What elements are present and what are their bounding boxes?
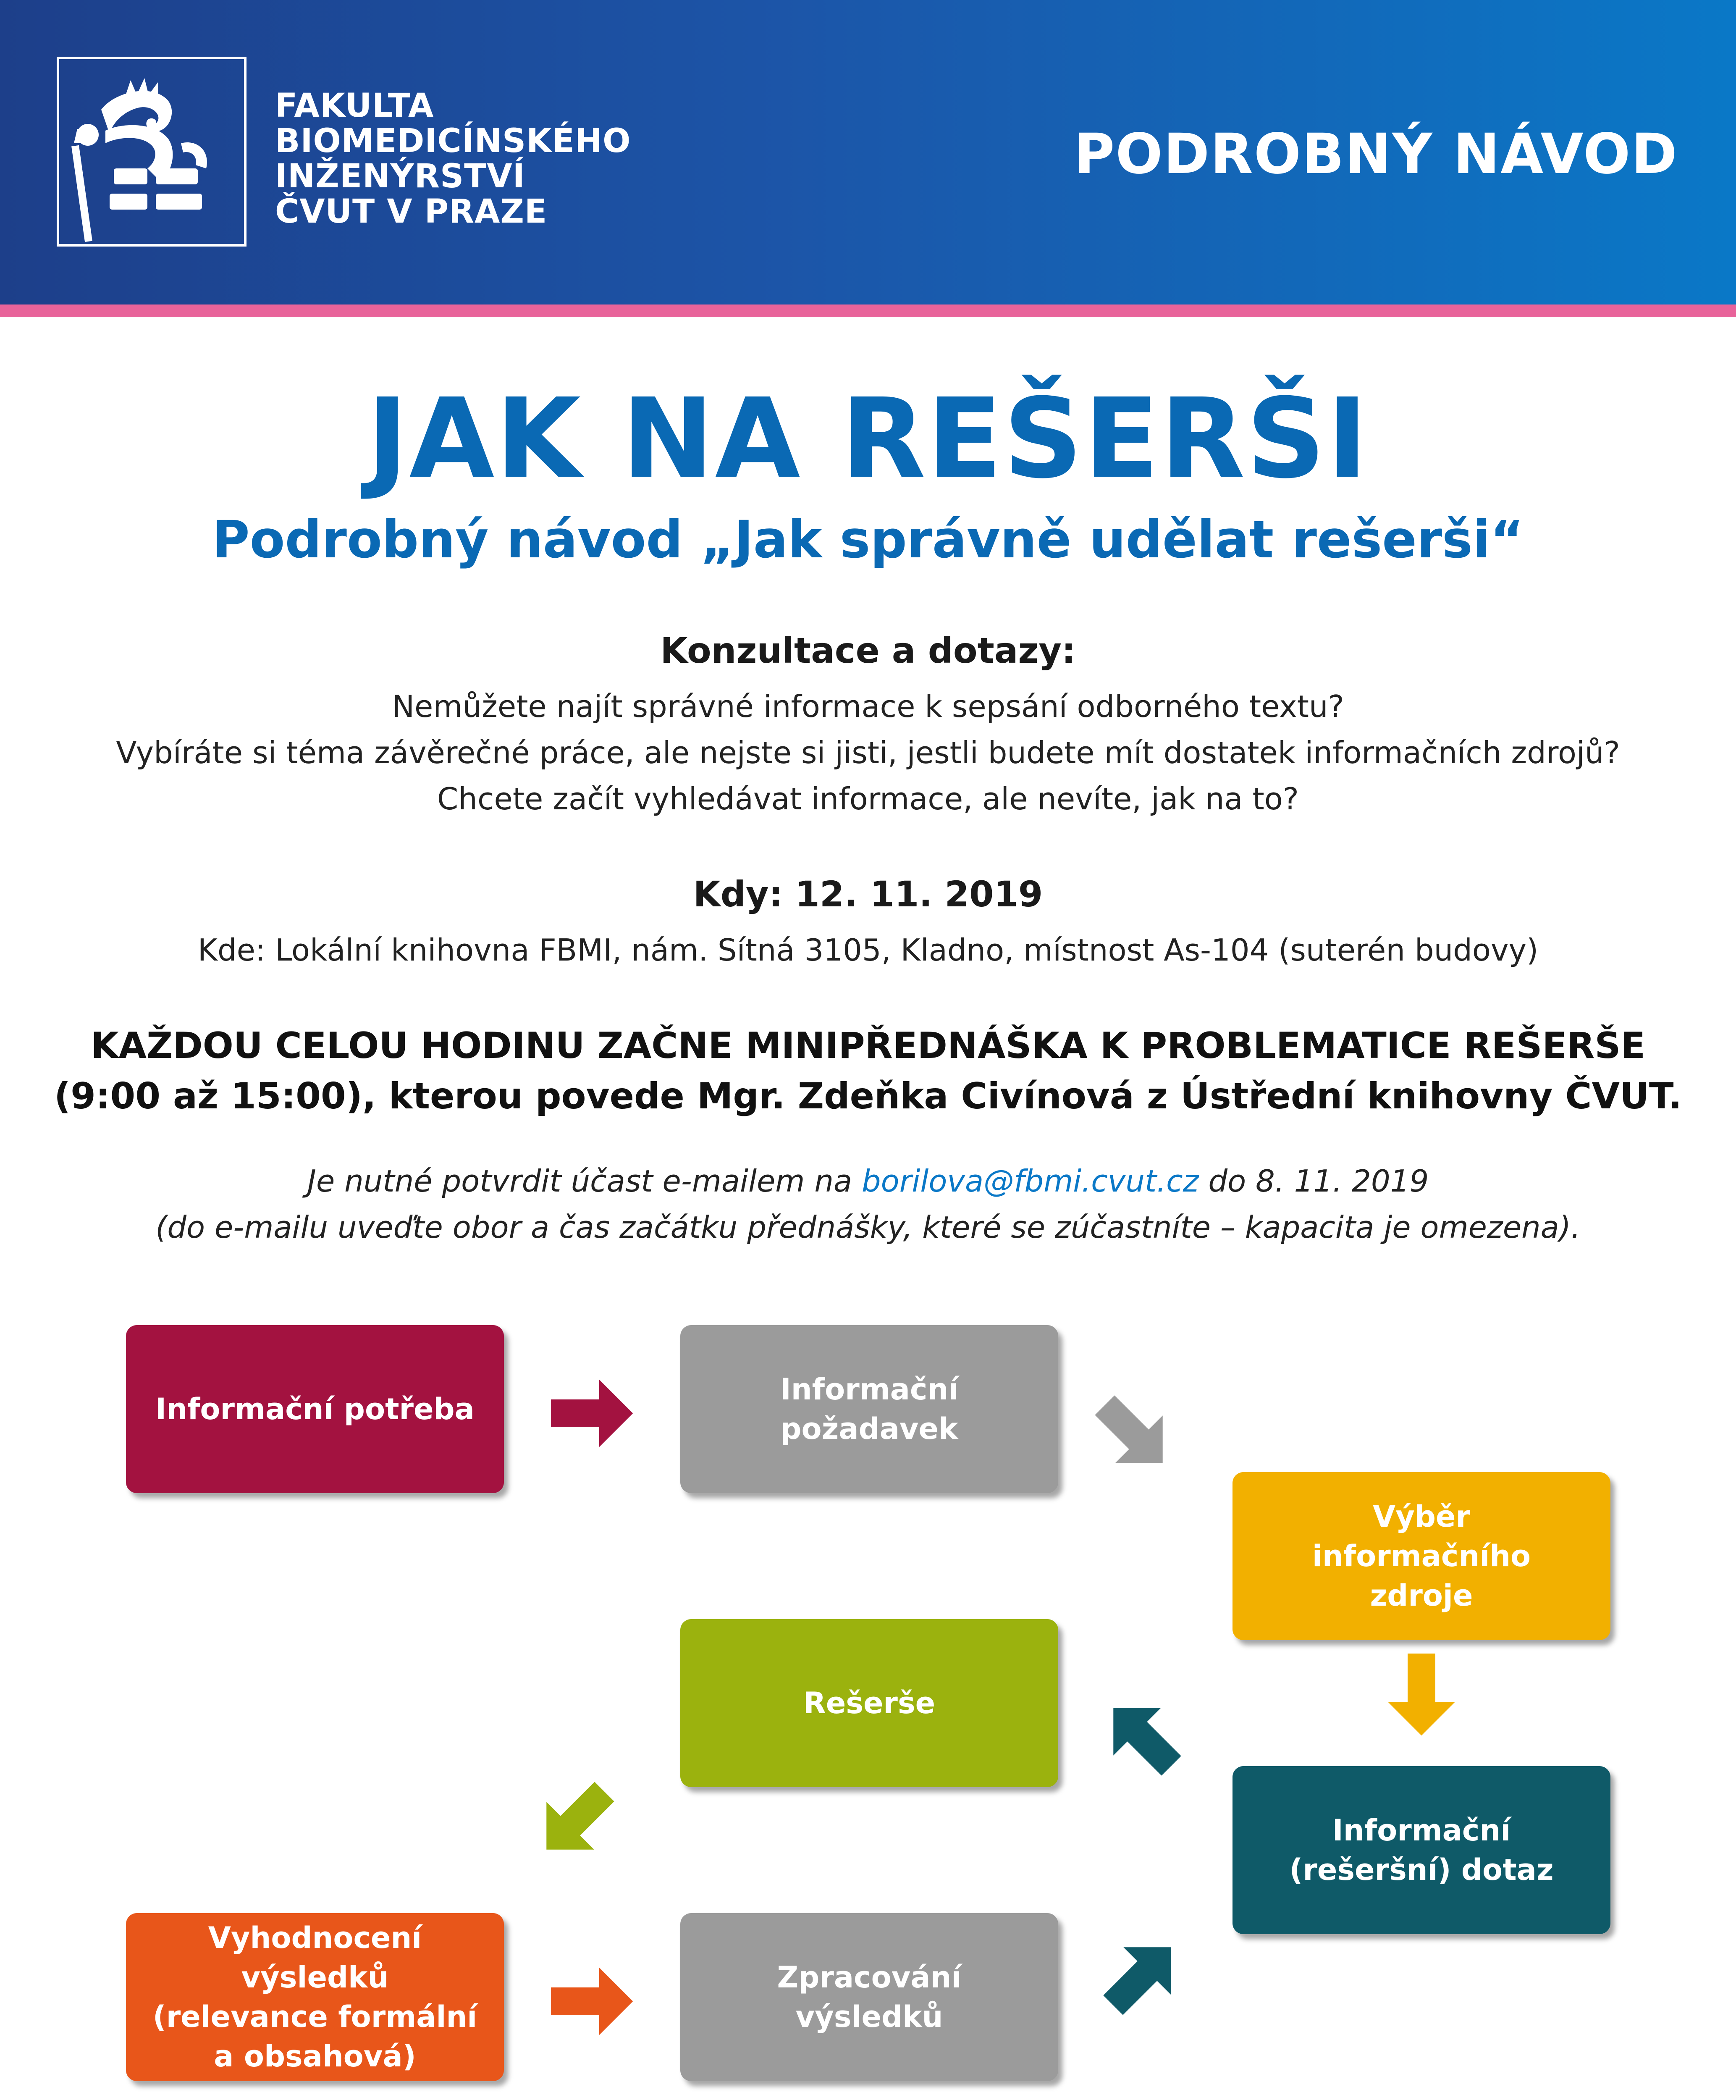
confirm-note [0,1163,1736,1199]
consult-heading: Konzultace a dotazy: [660,630,1076,671]
arrow-right-icon [546,1367,638,1460]
page-subtitle: Podrobný návod „Jak správně udělat rešerši“ [212,510,1524,570]
consult-line: Nemůžete najít správné informace k sepsání odborného textu? [392,689,1344,724]
box-source-select [1233,1472,1610,1640]
faculty-line: ČVUT V PRAZE [275,193,548,231]
arrow-up-left-icon [1096,1690,1188,1783]
arrow-down-icon [1375,1648,1468,1741]
consult-line: Chcete začít vyhledávat informace, ale nevíte, jak na to? [437,781,1299,816]
confirm-deadline: do 8. 11. 2019 [1198,1163,1429,1199]
box-label: informačního [1312,1539,1531,1573]
box-label: zdroje [1370,1578,1473,1613]
faculty-logo [57,57,247,247]
faculty-line: FAKULTA [275,87,434,125]
arrow-down-left-icon [529,1774,621,1867]
header-accent-bar [0,304,1736,317]
box-label: Zpracování [777,1960,962,1995]
box-label: Vyhodnocení výsledků [208,1921,422,1995]
lion-crest-icon [59,59,244,244]
box-label: výsledků [795,2000,943,2034]
consult-line: Vybíráte si téma závěrečné práce, ale nejste si jisti, jestli budete mít dostatek informačních zdrojů? [116,735,1620,770]
box-label: (rešeršní) dotaz [1289,1853,1554,1887]
lecture-info: (9:00 až 15:00), kterou povede Mgr. Zdeňka Civínová z Ústřední knihovny ČVUT. [54,1075,1682,1117]
box-label: (relevance formální [152,2000,477,2034]
faculty-line: INŽENÝRSTVÍ [275,158,525,195]
confirm-note-detail: (do e-mailu uveďte obor a čas začátku přednášky, které se zúčastníte – kapacita je omezena). [155,1210,1581,1245]
box-label: Výběr [1373,1499,1470,1534]
lecture-info: KAŽDOU CELOU HODINU ZAČNE MINIPŘEDNÁŠKA K PROBLEMATICE REŠERŠE [90,1025,1646,1067]
event-location: Kde: Lokální knihovna FBMI, nám. Sítná 3105, Kladno, místnost As-104 (suterén budovy) [197,932,1539,968]
confirm-text: Je nutné potvrdit účast e-mailem na [307,1163,862,1199]
event-date: Kdy: 12. 11. 2019 [693,874,1043,915]
box-processing [680,1913,1058,2081]
box-label: Informační [780,1372,959,1407]
box-label: a obsahová) [214,2039,416,2074]
email-link[interactable]: borilova@fbmi.cvut.cz [861,1163,1199,1199]
page-title: JAK NA REŠERŠI [367,375,1369,503]
arrow-up-right-icon [1096,1930,1188,2022]
header-right-title: PODROBNÝ NÁVOD [1074,122,1678,186]
box-search [680,1619,1058,1787]
box-query [1233,1766,1610,1934]
box-label: Informační potřeba [155,1392,475,1426]
box-evaluation [126,1913,504,2081]
arrow-down-right-icon [1088,1388,1180,1480]
box-label: Rešerše [803,1686,936,1720]
arrow-right-icon [546,1955,638,2048]
faculty-line: BIOMEDICÍNSKÉHO [275,122,631,160]
box-info-need [126,1325,504,1493]
faculty-name [275,88,631,229]
box-label: Informační [1332,1813,1511,1848]
box-label: požadavek [780,1412,958,1446]
box-info-request [680,1325,1058,1493]
